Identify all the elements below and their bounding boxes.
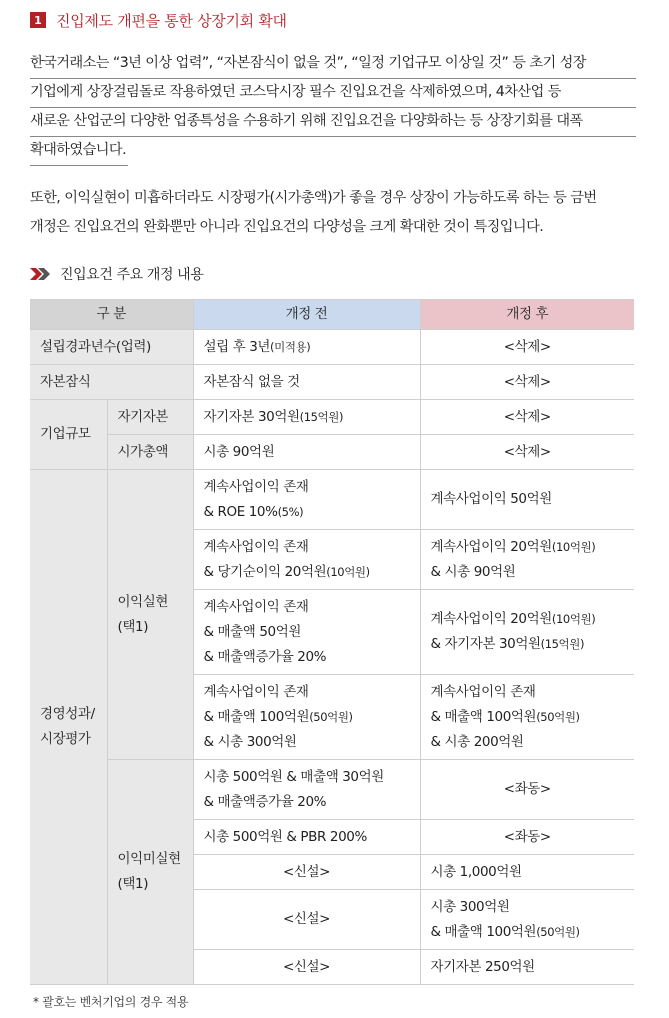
after-cell: 시총 1,000억원: [420, 855, 634, 890]
category-cell: 자본잠식: [30, 365, 193, 400]
table-row: [30, 435, 634, 470]
after-cell: <삭제>: [420, 330, 634, 365]
before-cell: 계속사업이익 존재 & 매출액 50억원 & 매출액증가율 20%: [193, 590, 420, 675]
header-after: 개정 후: [420, 300, 634, 330]
subcategory-cell: 이익실현 (택1): [107, 470, 193, 760]
before-cell: 계속사업이익 존재 & 매출액 100억원(50억원) & 시총 300억원: [193, 675, 420, 760]
before-cell: 시총 500억원 & PBR 200%: [193, 820, 420, 855]
after-cell: 계속사업이익 20억원(10억원) & 시총 90억원: [420, 530, 634, 590]
subcategory-cell: 시가총액: [107, 435, 193, 470]
after-cell: 계속사업이익 20억원(10억원) & 자기자본 30억원(15억원): [420, 590, 634, 675]
table-row: [30, 470, 634, 530]
after-cell: <삭제>: [420, 365, 634, 400]
paragraph-line: 또한, 이익실현이 미흡하더라도 시장평가(시가총액)가 좋을 경우 상장이 가능하도록 하는 등 금번: [30, 190, 597, 206]
after-cell: <삭제>: [420, 435, 634, 470]
before-cell: <신설>: [193, 890, 420, 950]
before-cell: 계속사업이익 존재 & 당기순이익 20억원(10억원): [193, 530, 420, 590]
paragraph-line: 기업에게 상장걸림돌로 작용하였던 코스닥시장 필수 진입요건을 삭제하였으며, 4차산업 등: [30, 79, 636, 108]
intro-paragraph: [30, 50, 636, 166]
after-cell: 계속사업이익 존재 & 매출액 100억원(50억원) & 시총 200억원: [420, 675, 634, 760]
before-cell: <신설>: [193, 855, 420, 890]
paragraph-line: 확대하였습니다.: [30, 137, 128, 166]
section-title: 진입제도 개편을 통한 상장기회 확대: [56, 11, 287, 30]
category-cell: 기업규모: [30, 400, 107, 470]
after-cell: 계속사업이익 50억원: [420, 470, 634, 530]
header-before: 개정 전: [193, 300, 420, 330]
before-cell: <신설>: [193, 950, 420, 985]
after-cell: <삭제>: [420, 400, 634, 435]
before-cell: 시총 90억원: [193, 435, 420, 470]
before-cell: 자기자본 30억원(15억원): [193, 400, 420, 435]
table-heading: [30, 264, 203, 284]
after-cell: <좌동>: [420, 820, 634, 855]
paragraph-line: 개정은 진입요건의 완화뿐만 아니라 진입요건의 다양성을 크게 확대한 것이 특징입니다.: [30, 219, 544, 235]
table-row: [30, 760, 634, 820]
second-paragraph: [30, 184, 636, 242]
header-category: 구 분: [30, 300, 193, 330]
subcategory-cell: 자기자본: [107, 400, 193, 435]
paragraph-line: 한국거래소는 “3년 이상 업력”, “자본잠식이 없을 것”, “일정 기업규모 이상일 것” 등 초기 성장: [30, 50, 636, 79]
subcategory-cell: 이익미실현 (택1): [107, 760, 193, 985]
category-cell: 경영성과/ 시장평가: [30, 470, 107, 985]
category-cell: 설립경과년수(업력): [30, 330, 193, 365]
after-cell: <좌동>: [420, 760, 634, 820]
before-cell: 계속사업이익 존재 & ROE 10%(5%): [193, 470, 420, 530]
paragraph-line: 새로운 산업군의 다양한 업종특성을 수용하기 위해 진입요건을 다양화하는 등 상장기회를 대폭: [30, 108, 636, 137]
footnote: * 괄호는 벤처기업의 경우 적용: [33, 995, 189, 1009]
after-cell: 시총 300억원 & 매출액 100억원(50억원): [420, 890, 634, 950]
table-header-row: [30, 300, 634, 330]
double-chevron-right-icon: [30, 268, 52, 280]
before-cell: 설립 후 3년(미적용): [193, 330, 420, 365]
table-row: [30, 330, 634, 365]
section-heading: [30, 9, 287, 31]
section-number-badge: 1: [30, 12, 46, 28]
table-row: [30, 400, 634, 435]
after-cell: 자기자본 250억원: [420, 950, 634, 985]
table-row: [30, 365, 634, 400]
before-cell: 자본잠식 없을 것: [193, 365, 420, 400]
before-cell: 시총 500억원 & 매출액 30억원 & 매출액증가율 20%: [193, 760, 420, 820]
table-title: 진입요건 주요 개정 내용: [60, 267, 204, 283]
requirements-table: [30, 299, 634, 985]
